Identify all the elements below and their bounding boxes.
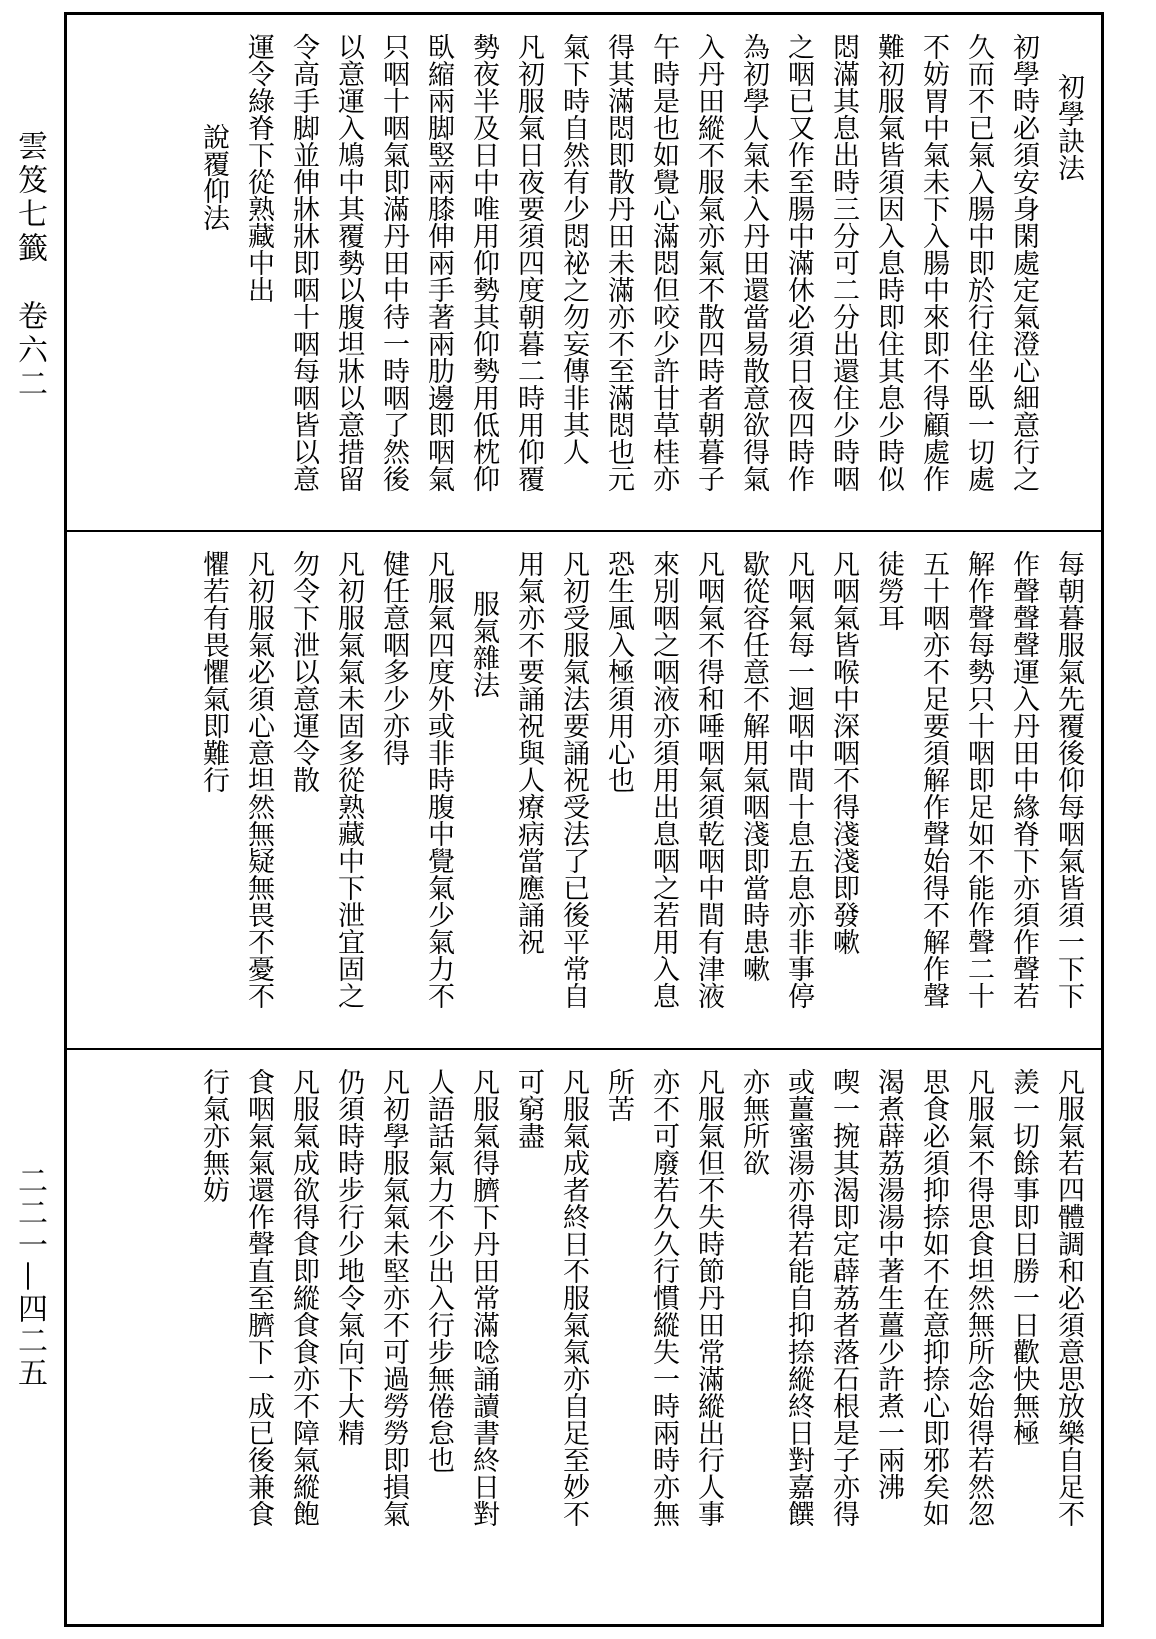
text-band-top <box>67 15 1101 532</box>
text-column: 勢夜半及日中唯用仰勢其仰勢用低枕仰 <box>468 33 499 492</box>
text-column: 運令綠脊下從熟藏中出 <box>243 33 274 303</box>
text-column: 凡咽氣皆喉中深咽不得淺淺即發嗽 <box>828 550 859 955</box>
text-column: 之咽已又作至腸中滿休必須日夜四時作 <box>783 33 814 492</box>
text-column: 所苦 <box>603 1068 634 1122</box>
text-column: 可窮盡 <box>513 1068 544 1149</box>
text-column: 思食必須抑捺如不在意抑捺心即邪矣如 <box>918 1068 949 1527</box>
text-column: 渴煮薜荔湯湯中著生薑少許煮一兩沸 <box>873 1068 904 1500</box>
text-column: 用氣亦不要誦祝與人療病當應誦祝 <box>513 550 544 955</box>
page-frame <box>64 12 1104 1627</box>
text-column: 徒勞耳 <box>873 550 904 631</box>
text-column: 凡服氣若四體調和必須意思放樂自足不 <box>1053 1068 1084 1527</box>
text-column: 亦不可廢若久久行慣縱失一時兩時亦無 <box>648 1068 679 1527</box>
text-column: 難初服氣皆須因入息時即住其息少時似 <box>873 33 904 492</box>
text-column: 令高手脚並伸牀牀即咽十咽每咽皆以意 <box>288 33 319 492</box>
text-column: 行氣亦無妨 <box>198 1068 229 1203</box>
text-column: 凡服氣四度外或非時腹中覺氣少氣力不 <box>423 550 454 1009</box>
text-column: 臥縮兩脚竪兩膝伸兩手著兩肋邊即咽氣 <box>423 33 454 492</box>
book-title-margin: 雲笈七籤 卷六二 <box>12 130 47 402</box>
text-column: 久而不已氣入腸中即於行住坐臥一切處 <box>963 33 994 492</box>
text-column: 作聲聲聲運入丹田中緣脊下亦須作聲若 <box>1008 550 1039 1009</box>
text-column: 氣下時自然有少悶祕之勿妄傳非其人 <box>558 33 589 465</box>
text-column: 凡初學服氣氣未堅亦不可過勞勞即損氣 <box>378 1068 409 1527</box>
text-column: 凡服氣得臍下丹田常滿唸誦讀書終日對 <box>468 1068 499 1527</box>
text-columns <box>137 1068 1091 1614</box>
text-column: 五十咽亦不足要須解作聲始得不解作聲 <box>918 550 949 1009</box>
text-column: 以意運入鳩中其覆勢以腹坦牀以意措留 <box>333 33 364 492</box>
text-column: 來別咽之咽液亦須用出息咽之若用入息 <box>648 550 679 1009</box>
text-column: 初學時必須安身閑處定氣澄心細意行之 <box>1008 33 1039 492</box>
text-band-middle <box>67 532 1101 1050</box>
text-column: 食咽氣氣還作聲直至臍下一成已後兼食 <box>243 1068 274 1527</box>
text-column: 凡初服氣氣未固多從熟藏中下泄宜固之 <box>333 550 364 1009</box>
text-column: 勿令下泄以意運令散 <box>288 550 319 793</box>
text-column: 解作聲每勢只十咽即足如不能作聲二十 <box>963 550 994 1009</box>
text-columns <box>137 550 1091 1038</box>
section-heading: 服氣雜法 <box>468 590 499 698</box>
text-column: 恐生風入極須用心也 <box>603 550 634 793</box>
section-heading: 說覆仰法 <box>198 123 229 231</box>
text-column: 凡咽氣不得和唾咽氣須乾咽中間有津液 <box>693 550 724 1009</box>
text-column: 每朝暮服氣先覆後仰每咽氣皆須一下下 <box>1053 550 1084 1009</box>
text-column: 凡初服氣必須心意坦然無疑無畏不憂不 <box>243 550 274 1009</box>
page-number-margin: 二二一—四二五 <box>12 1165 47 1389</box>
text-column: 仍須時時步行少地令氣向下大精 <box>333 1068 364 1446</box>
text-column: 凡服氣不得思食坦然無所念始得若然忽 <box>963 1068 994 1527</box>
text-column: 凡初受服氣法要誦祝受法了已後平常自 <box>558 550 589 1009</box>
text-column: 入丹田縱不服氣亦氣不散四時者朝暮子 <box>693 33 724 492</box>
text-column: 只咽十咽氣即滿丹田中待一時咽了然後 <box>378 33 409 492</box>
text-column: 凡初服氣日夜要須四度朝暮二時用仰覆 <box>513 33 544 492</box>
text-band-bottom <box>67 1050 1101 1624</box>
text-column: 不妨胃中氣未下入腸中來即不得顧處作 <box>918 33 949 492</box>
section-heading: 初學訣法 <box>1053 73 1084 181</box>
text-column: 羨一切餘事即日勝一日歡快無極 <box>1008 1068 1039 1446</box>
text-column: 或薑蜜湯亦得若能自抑捺縱終日對嘉饌 <box>783 1068 814 1527</box>
text-column: 凡服氣成欲得食即縱食食亦不障氣縱飽 <box>288 1068 319 1527</box>
text-column: 凡咽氣每一迴咽中間十息五息亦非事停 <box>783 550 814 1009</box>
text-column: 凡服氣但不失時節丹田常滿縱出行人事 <box>693 1068 724 1527</box>
text-column: 午時是也如覺心滿悶但咬少許甘草桂亦 <box>648 33 679 492</box>
text-column: 為初學人氣未入丹田還當易散意欲得氣 <box>738 33 769 492</box>
text-column: 健任意咽多少亦得 <box>378 550 409 766</box>
text-columns <box>137 33 1091 520</box>
text-column: 歇從容任意不解用氣咽淺即當時患嗽 <box>738 550 769 982</box>
text-column: 悶滿其息出時三分可二分出還住少時咽 <box>828 33 859 492</box>
text-column: 懼若有畏懼氣即難行 <box>198 550 229 793</box>
text-column: 得其滿悶即散丹田未滿亦不至滿悶也元 <box>603 33 634 492</box>
text-column: 凡服氣成者終日不服氣氣亦自足至妙不 <box>558 1068 589 1527</box>
text-column: 喫一捥其渴即定薜荔者落石根是子亦得 <box>828 1068 859 1527</box>
text-column: 人語話氣力不少出入行步無倦怠也 <box>423 1068 454 1473</box>
text-column: 亦無所欲 <box>738 1068 769 1176</box>
